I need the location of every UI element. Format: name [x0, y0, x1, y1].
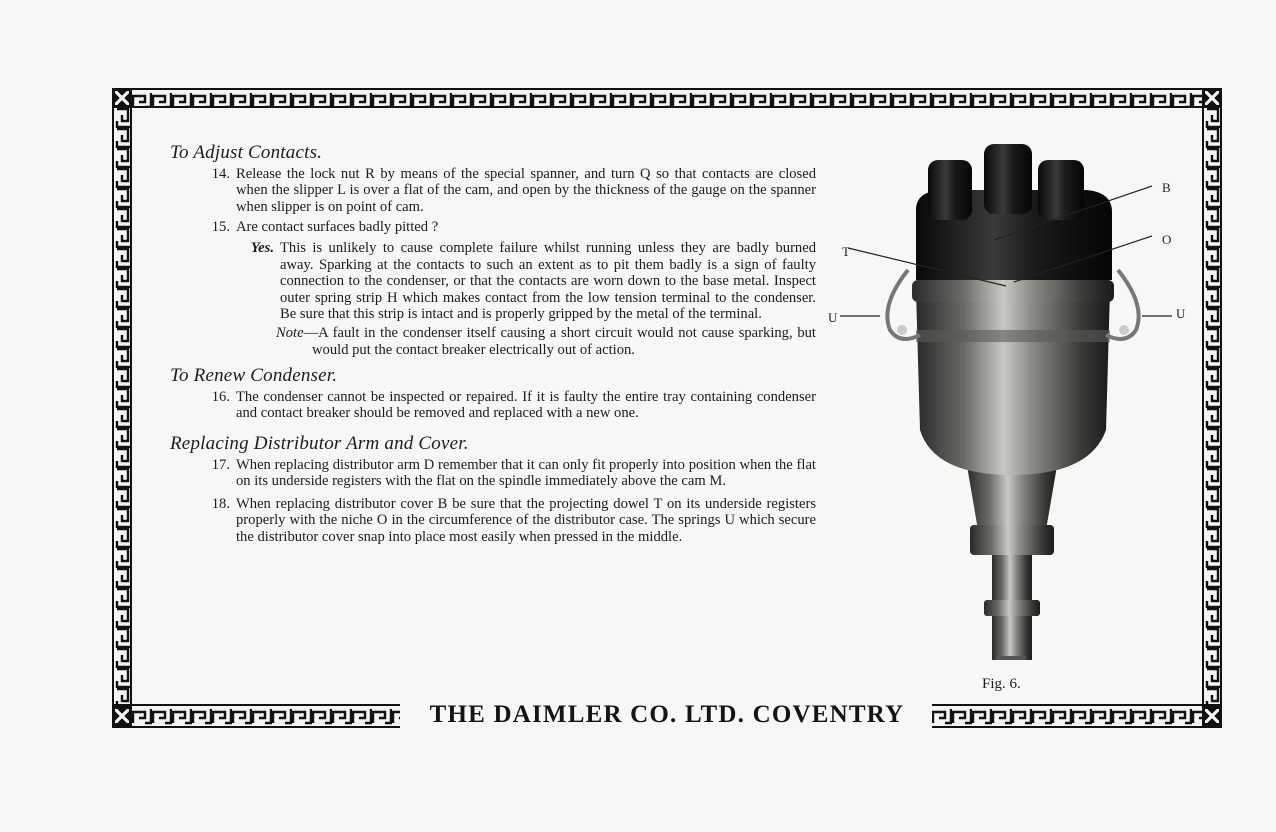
frame-top-border	[112, 88, 1222, 108]
item-text: When replacing distributor arm D remember that it can only fit properly into position when the flat on its underside registers with the flat on the spindle immediately above the cam M.	[236, 456, 816, 490]
answer-text: This is unlikely to cause complete failure whilst running unless they are badly burned away. Sparking at the contacts to such an extent as to pit them badly is a sign of faulty connection to the condenser, or that the contacts are worn down to the base metal. Inspect outer spring strip H which makes contact from the low tension terminal to the condenser. Be sure that this strip is intact and is properly gripped by the metal of the terminal.	[280, 239, 816, 323]
frame-bottom-left-border	[112, 704, 400, 728]
frame-bottom-right-border	[932, 704, 1222, 728]
instruction-item	[168, 389, 816, 422]
instruction-item	[168, 166, 816, 216]
item-text: Are contact surfaces badly pitted ?	[236, 219, 439, 236]
section-heading: Replacing Distributor Arm and Cover.	[170, 432, 469, 454]
item-text: Release the lock nut R by means of the special spanner, and turn Q so that contacts are closed when the slipper L is over a flat of the cam, and open by the thickness of the gauge on the spanner when slipper is on point of cam.	[236, 165, 816, 215]
item-number: 15.	[211, 219, 230, 236]
distributor-body	[916, 290, 1110, 475]
label-b: B	[1162, 180, 1171, 195]
frame-right-border	[1202, 88, 1222, 728]
note-text: —A fault in the condenser itself causing a short circuit would not cause sparking, but would put the contact breaker electrically out of action.	[303, 324, 816, 358]
item-text: When replacing distributor cover B be sure that the projecting dowel T on its underside registers properly with the niche O in the circumference of the distributor case. The springs U which secure the distributor cover snap into place most easily when pressed in the middle.	[236, 495, 816, 545]
label-o: O	[1162, 232, 1172, 247]
item-number: 17.	[211, 456, 230, 473]
instructions-text	[168, 142, 816, 549]
distributor-illustration	[820, 130, 1190, 690]
frame-left-border	[112, 88, 132, 728]
item-number: 16.	[211, 388, 230, 405]
corner-ornament	[112, 706, 132, 726]
instruction-item	[168, 457, 816, 490]
corner-ornament	[1202, 706, 1222, 726]
section-heading: To Adjust Contacts.	[170, 142, 323, 163]
label-u-left: U	[828, 310, 838, 325]
corner-ornament	[1202, 88, 1222, 108]
answer-label: Yes.	[250, 239, 274, 256]
figure-caption: Fig. 6.	[982, 676, 1021, 692]
footer-company-name: THE DAIMLER CO. LTD. COVENTRY	[429, 701, 905, 728]
corner-ornament	[112, 88, 132, 108]
label-u-right: U	[1176, 306, 1186, 321]
note-label: Note	[276, 324, 304, 341]
distributor-photo	[820, 130, 1190, 690]
item-text: The condenser cannot be inspected or repaired. If it is faulty the entire tray containing condenser and contact breaker should be removed and replaced with a new one.	[236, 388, 816, 422]
instruction-item	[168, 219, 816, 236]
label-t: T	[842, 244, 850, 259]
instruction-item	[168, 496, 816, 546]
item-number: 14.	[211, 165, 230, 182]
section-heading: To Renew Condenser.	[170, 365, 338, 387]
item-number: 18.	[211, 495, 230, 512]
answer-paragraph	[168, 240, 816, 323]
note-paragraph	[276, 325, 816, 358]
